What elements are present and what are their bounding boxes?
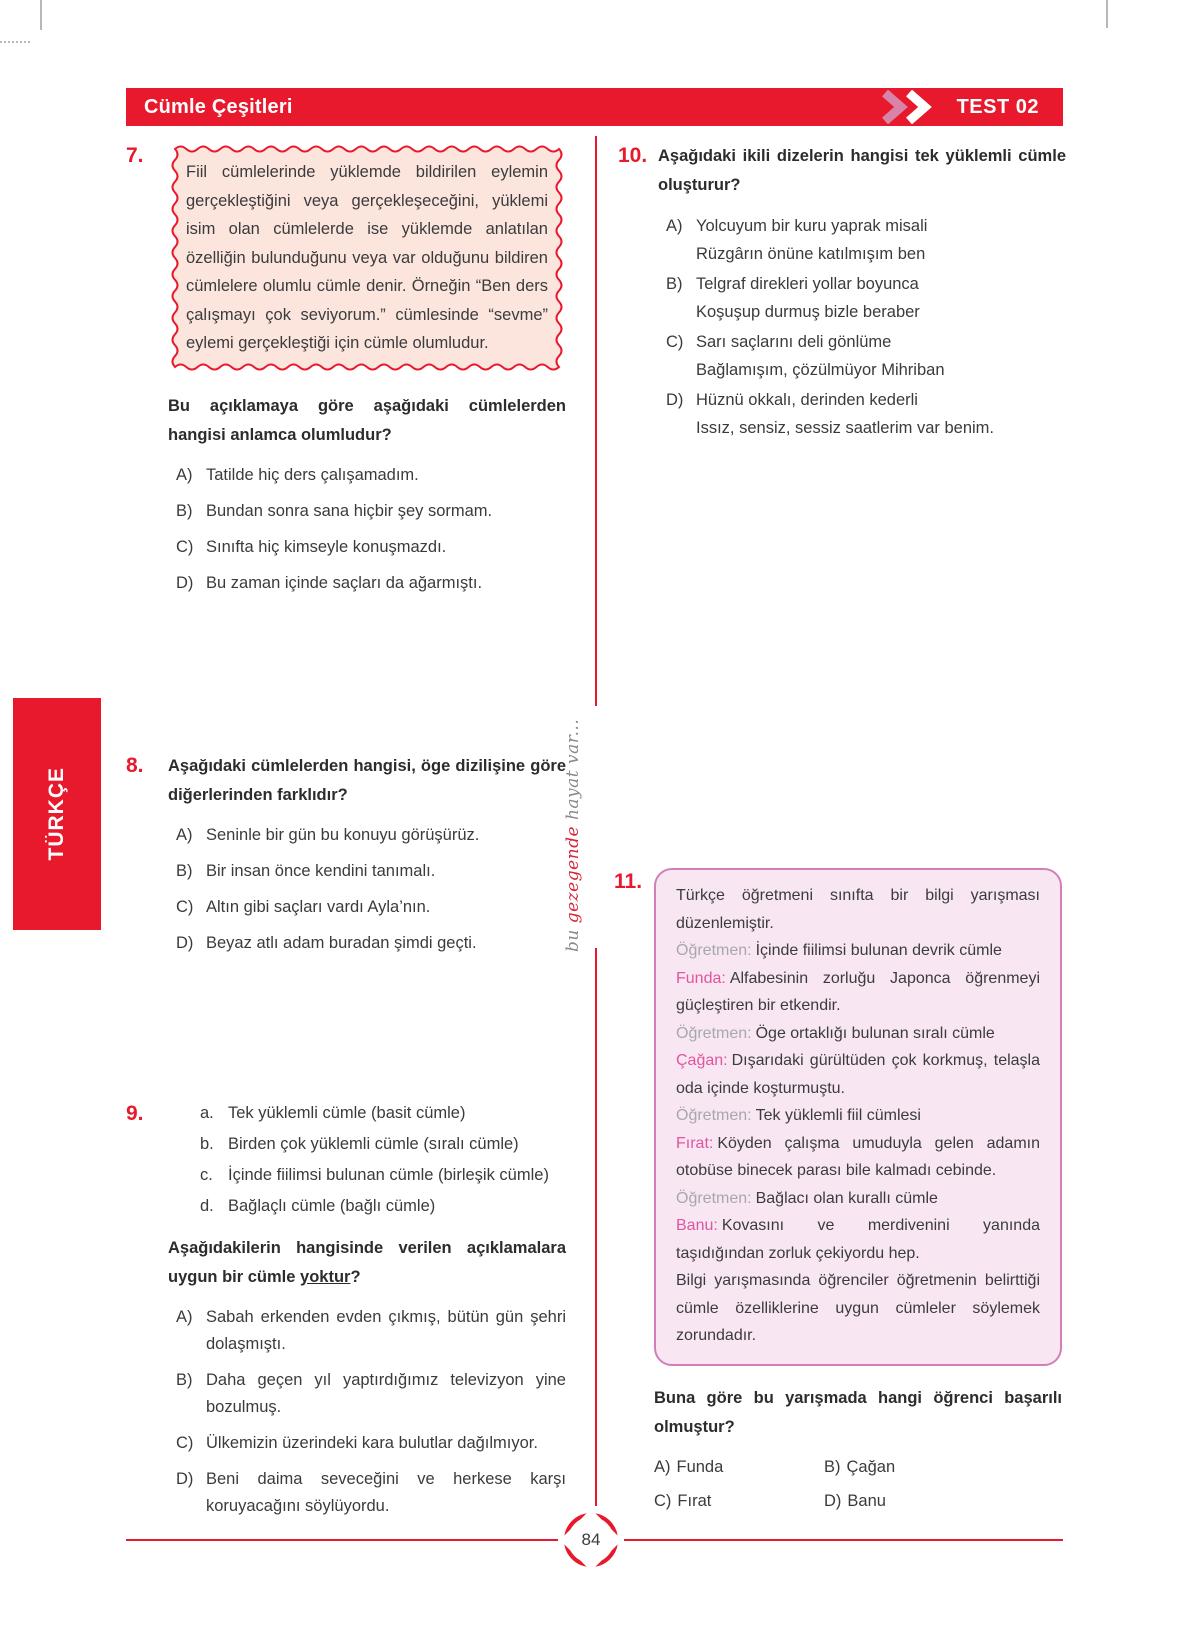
option-label: B) (666, 275, 683, 293)
option-row (824, 1454, 1062, 1481)
info-box (168, 142, 566, 374)
option-text: Funda (676, 1457, 724, 1476)
question-number: 7. (126, 144, 144, 167)
speaker-label: Funda: (676, 969, 726, 987)
question-10 (618, 142, 1068, 444)
option-label: C) (176, 1434, 194, 1452)
dialogue-box (654, 868, 1062, 1366)
option-text: Bir insan önce kendini tanımalı. (206, 862, 436, 880)
option-row (176, 858, 566, 885)
option-text: Seninle bir gün bu konuyu görüşürüz. (206, 826, 480, 844)
dialogue-line: Öğretmen: Tek yüklemli fiil cümlesi (676, 1107, 921, 1124)
option-row (176, 570, 566, 597)
option-label: D) (176, 573, 194, 592)
option-label: A) (176, 1308, 193, 1326)
speaker-label: Öğretmen: (676, 1189, 752, 1207)
question-stem: Buna göre bu yarışmada hangi öğrenci başarılı olmuştur? (654, 1388, 1062, 1436)
question-number: 8. (126, 754, 144, 777)
question-stem: Aşağıdaki cümlelerden hangisi, öge dizilişine göre diğerlerinden farklıdır? (168, 757, 566, 804)
question-number: 9. (126, 1102, 144, 1125)
option-label: D) (824, 1491, 842, 1510)
list-item: c. İçinde fiilimsi bulunan cümle (birleşik cümle) (200, 1166, 549, 1184)
list-item: b. Birden çok yüklemli cümle (sıralı cümle) (200, 1135, 519, 1153)
speaker-label: Çağan: (676, 1052, 728, 1069)
option-text: Çağan (846, 1457, 896, 1476)
speaker-label: Banu: (676, 1217, 718, 1234)
option-text: Sınıfta hiç kimseyle konuşmazdı. (206, 537, 447, 556)
dialogue-line: Öğretmen: Öge ortaklığı bulunan sıralı cümle (676, 1024, 995, 1042)
footer-rule-left (126, 1539, 558, 1541)
option-row (176, 822, 566, 849)
option-row (176, 1367, 566, 1421)
option-text: Sabah erkenden evden çıkmış, bütün gün şehri dolaşmıştı. (206, 1308, 566, 1353)
speaker-label: Fırat: (676, 1134, 714, 1152)
option-row (176, 462, 566, 489)
option-row (176, 894, 566, 921)
option-row (176, 534, 566, 561)
option-row: A) Yolcuyum bir kuru yaprak misali Rüzgârın önüne katılmışım ben (666, 212, 1066, 268)
option-text: Tatilde hiç ders çalışamadım. (206, 465, 419, 484)
option-label: A) (176, 465, 193, 484)
header-bar (126, 88, 1063, 126)
option-text: Beni daima seveceğini ve herkese karşı koruyacağını söylüyordu. (206, 1470, 566, 1515)
speaker-label: Öğretmen: (676, 942, 752, 959)
question-7 (126, 142, 568, 606)
watermark-script: bu gezegende hayat var... (563, 718, 583, 952)
page-number-diamond (561, 1510, 621, 1570)
list-item: a. Tek yüklemli cümle (basit cümle) (200, 1104, 466, 1122)
dialogue-line: Bilgi yarışmasında öğrenciler öğretmenin belirttiği cümle özelliklerine uygun cümleler söylemek zorundadır. (676, 1272, 1040, 1344)
option-row (654, 1488, 824, 1515)
info-box-text: Fiil cümlelerinde yüklemde bildirilen eylemin gerçekleştiğini veya gerçekleşeceğini, yüklemi isim olan cümlelerde ise yüklemde anlatılan özelliğin bulunduğunu veya var olduğunu bildiren cümlelere olumlu cümle denir. Örneğin “Ben ders çalışmayı çok seviyorum.” cümlesinde “sevme” eylemi gerçekleştiği için cümle olumludur. (186, 163, 548, 352)
option-row (654, 1454, 824, 1481)
dialogue-line: Fırat: Köyden çalışma umuduyla gelen adamın otobüse binecek parası bile kalmadı cebinde. (676, 1134, 1040, 1179)
option-label: D) (666, 391, 684, 409)
option-text: Beyaz atlı adam buradan şimdi geçti. (206, 934, 477, 952)
list-item: d. Bağlaçlı cümle (bağlı cümle) (200, 1197, 436, 1215)
option-row: C) Sarı saçlarını deli gönlüme Bağlamışım, çözülmüyor Mihriban (666, 328, 1066, 384)
option-row (176, 1304, 566, 1358)
column-divider-bottom (595, 948, 597, 1506)
option-text: Ülkemizin üzerindeki kara bulutlar dağılmıyor. (206, 1434, 538, 1452)
option-text: Bu zaman içinde saçları da ağarmıştı. (206, 573, 483, 592)
question-stem: Bu açıklamaya göre aşağıdaki cümlelerden hangisi anlamca olumludur? (168, 396, 566, 444)
option-row (176, 930, 566, 957)
page-title: Cümle Çeşitleri (144, 95, 293, 118)
question-number: 11. (614, 870, 643, 893)
option-label: A) (654, 1457, 671, 1476)
option-text: Bundan sonra sana hiçbir şey sormam. (206, 501, 493, 520)
option-row: B) Telgraf direkleri yollar boyunca Koşuşup durmuş bizle beraber (666, 270, 1066, 326)
option-label: D) (176, 1470, 194, 1488)
dialogue-line: Öğretmen: Bağlacı olan kurallı cümle (676, 1189, 938, 1207)
question-stem: Aşağıdaki ikili dizelerin hangisi tek yüklemli cümle oluşturur? (658, 147, 1066, 194)
crop-mark-top-left-horizontal (0, 41, 30, 43)
test-number-badge: TEST 02 (956, 95, 1039, 118)
option-text: Altın gibi saçları vardı Ayla’nın. (206, 898, 431, 916)
option-row (176, 1466, 566, 1520)
double-chevron-icon (877, 90, 943, 124)
option-label: A) (666, 217, 683, 235)
subject-tab-label: TÜRKÇE (45, 767, 68, 861)
option-text: Daha geçen yıl yaptırdığımız televizyon yine bozulmuş. (206, 1371, 566, 1416)
dialogue-line: Öğretmen: İçinde fiilimsi bulunan devrik cümle (676, 942, 1002, 959)
option-row (176, 498, 566, 525)
option-label: B) (176, 862, 193, 880)
question-number: 10. (618, 144, 648, 167)
speaker-label: Öğretmen: (676, 1107, 752, 1124)
page-number: 84 (581, 1530, 601, 1549)
option-row (824, 1488, 1062, 1515)
option-label: C) (666, 333, 684, 351)
option-text: Fırat (677, 1491, 712, 1510)
dialogue-line: Çağan: Dışarıdaki gürültüden çok korkmuş, telaşla oda içinde koşturmuştu. (676, 1052, 1040, 1097)
crop-mark-top-right-vertical (1106, 0, 1108, 28)
question-stem: Aşağıdakilerin hangisinde verilen açıklamalara uygun bir cümle yoktur? (168, 1239, 566, 1286)
speaker-label: Öğretmen: (676, 1024, 752, 1042)
option-label: B) (176, 501, 193, 520)
option-row (176, 1430, 566, 1457)
option-label: C) (176, 537, 194, 556)
option-label: B) (176, 1371, 193, 1389)
underlined-word: yoktur (300, 1268, 351, 1286)
crop-mark-top-left-vertical (40, 0, 42, 30)
option-label: A) (176, 826, 193, 844)
option-text: Banu (847, 1491, 886, 1510)
question-9 (126, 1100, 568, 1529)
dialogue-line: Banu: Kovasını ve merdivenini yanında taşıdığından zorluk çekiyordu hep. (676, 1217, 1040, 1262)
footer-rule-right (624, 1539, 1063, 1541)
subject-tab-turkce (13, 698, 101, 930)
question-11 (614, 868, 1064, 1515)
question-8 (126, 752, 568, 966)
dialogue-line: Funda: Alfabesinin zorluğu Japonca öğrenmeyi güçleştiren bir etkendir. (676, 969, 1040, 1014)
option-label: D) (176, 934, 194, 952)
option-label: C) (176, 898, 194, 916)
column-divider-top (595, 136, 597, 706)
dialogue-line: Türkçe öğretmeni sınıfta bir bilgi yarışması düzenlemiştir. (676, 887, 1040, 932)
option-row: D) Hüznü okkalı, derinden kederli Issız, sensiz, sessiz saatlerim var benim. (666, 386, 1066, 442)
option-label: B) (824, 1457, 841, 1476)
option-label: C) (654, 1491, 672, 1510)
